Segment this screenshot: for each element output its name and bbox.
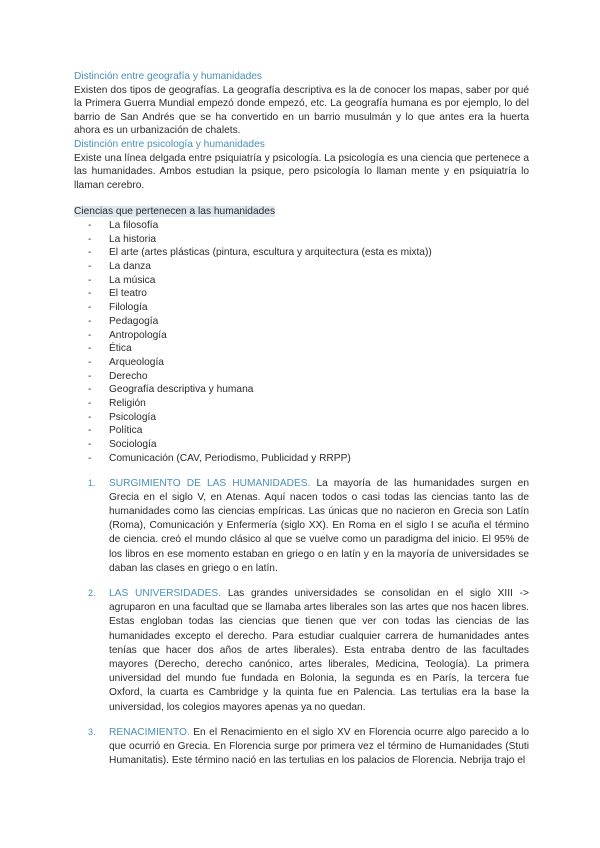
bullet-marker: - [88, 425, 92, 437]
list-item [74, 452, 529, 466]
list-item-text: El arte (artes plásticas (pintura, escultura y arquitectura (esta es mixta)) [109, 247, 432, 259]
section-heading-psicologia: Distinción entre psicología y humanidades [74, 138, 265, 150]
section-paragraph [109, 726, 529, 769]
list-item [74, 342, 529, 356]
document-page [74, 70, 529, 768]
ciencias-list [74, 219, 529, 466]
bullet-marker: - [88, 302, 92, 314]
list-item-text: Comunicación (CAV, Periodismo, Publicidad y RRPP) [109, 452, 351, 464]
list-item-text: Sociología [109, 439, 157, 451]
bullet-marker: - [88, 329, 92, 341]
section-paragraph [109, 477, 529, 576]
section-number: 3. [88, 726, 96, 737]
list-item-text: Arqueología [109, 356, 164, 368]
section-title: LAS UNIVERSIDADES. [109, 588, 222, 600]
section-number: 1. [88, 477, 96, 488]
section-text: Las grandes universidades se consolidan en el siglo XIII -> agruparon en una facultad que se llamaba artes liberales son las artes que nos hacen libres. Estas engloban todas las ciencias que tienen que ver con todas las ciencias de las humanidades excepto el derecho. Para estudiar cualquier carrera de humanidades antes tenías que hacer dos años de artes liberales). Esta entraba dentro de las facultades mayores (Derecho, derecho canónico, artes liberales, Medicina, Teología). La primera universidad del mundo fue fundada en Bolonia, la segunda es en París, la tercera fue Oxford, la cuarta es Cambridge y la quinta fue en Palencia. Las tertulias era la base la universidad, los colegios mayores apenas ya no quedan. [109, 588, 529, 713]
list-item [74, 287, 529, 301]
bullet-marker: - [88, 274, 92, 286]
section-title: RENACIMIENTO. [109, 726, 190, 738]
bullet-marker: - [88, 233, 92, 245]
list-item-text: Pedagogía [109, 315, 159, 327]
list-item-text: La música [109, 274, 156, 286]
bullet-marker: - [88, 356, 92, 368]
list-item [74, 411, 529, 425]
section-body-psicologia: Existe una línea delgada entre psiquiatría y psicología. La psicología es una ciencia que pertenece a las humanidades. Ambos estudian la psique, pero psicología lo llaman mente y en psiquiatría lo llaman cerebro. [74, 152, 529, 191]
list-item [74, 219, 529, 233]
numbered-section [74, 587, 529, 715]
list-item [74, 233, 529, 247]
list-item-text: Ética [109, 343, 132, 355]
list-item [74, 424, 529, 438]
ciencias-heading: Ciencias que pertenecen a las humanidades [74, 206, 276, 218]
bullet-marker: - [88, 398, 92, 410]
section-paragraph [109, 587, 529, 715]
list-item-text: Política [109, 425, 143, 437]
bullet-marker: - [88, 411, 92, 423]
list-item [74, 438, 529, 452]
bullet-marker: - [88, 247, 92, 259]
bullet-marker: - [88, 439, 92, 451]
list-item-text: El teatro [109, 288, 147, 300]
bullet-marker: - [88, 384, 92, 396]
list-item-text: Psicología [109, 411, 157, 423]
section-text: La mayoría de las humanidades surgen en Grecia en el siglo V, en Atenas. Aquí nacen todos o casi todas las ciencias tanto las de humanidades como las ciencias empíricas. Las únicas que no nacieron en Grecia son Latín (Roma), Comunicación y Enfermería (siglo XX). En Roma en el siglo I se acuña el término de ciencia. creó el mundo clásico al que se vuelve como un paradigma del inicio. El 95% de los libros en ese momento estaban en griego o en latín y en la mayoría de universidades se daban las clases en griego o en latín. [109, 477, 529, 574]
list-item-text: La filosofía [109, 219, 159, 231]
bullet-marker: - [88, 452, 92, 464]
bullet-marker: - [88, 219, 92, 231]
list-item-text: La historia [109, 233, 157, 245]
list-item [74, 370, 529, 384]
numbered-section [74, 477, 529, 576]
list-item [74, 383, 529, 397]
bullet-marker: - [88, 315, 92, 327]
section-text: En el Renacimiento en el siglo XV en Florencia ocurre algo parecido a lo que ocurrió en Grecia. En Florencia surge por primera vez el término de Humanidades (Stuti Humanitatis). Este término nació en las tertulias en los palacios de Florencia. Nebrija trajo el [109, 726, 529, 767]
ciencias-heading-line [74, 205, 529, 219]
list-item-text: Religión [109, 398, 146, 410]
bullet-marker: - [88, 288, 92, 300]
list-item [74, 274, 529, 288]
list-item [74, 397, 529, 411]
list-item [74, 260, 529, 274]
spacer [74, 192, 529, 205]
list-item-text: Geografía descriptiva y humana [109, 384, 254, 396]
list-item [74, 315, 529, 329]
list-item-text: La danza [109, 261, 151, 273]
list-item [74, 329, 529, 343]
section-body-geografia: Existen dos tipos de geografías. La geografía descriptiva es la de conocer los mapas, saber por qué la Primera Guerra Mundial empezó donde empezó, etc. La geografía humana es por ejemplo, lo del barrio de San Andrés que se ha convertido en un barrio musulmán y lo que antes era la huerta ahora es un urbanización de chalets. [74, 84, 529, 137]
list-item [74, 356, 529, 370]
section-heading-geografia: Distinción entre geografía y humanidades [74, 71, 263, 82]
numbered-section [74, 726, 529, 769]
bullet-marker: - [88, 261, 92, 273]
numbered-sections [74, 477, 529, 769]
section-title: SURGIMIENTO DE LAS HUMANIDADES. [109, 477, 311, 489]
bullet-marker: - [88, 343, 92, 355]
section-number: 2. [88, 588, 96, 599]
list-item [74, 246, 529, 260]
list-item-text: Filología [109, 302, 148, 314]
list-item-text: Antropología [109, 329, 167, 341]
bullet-marker: - [88, 370, 92, 382]
list-item-text: Derecho [109, 370, 148, 382]
list-item [74, 301, 529, 315]
